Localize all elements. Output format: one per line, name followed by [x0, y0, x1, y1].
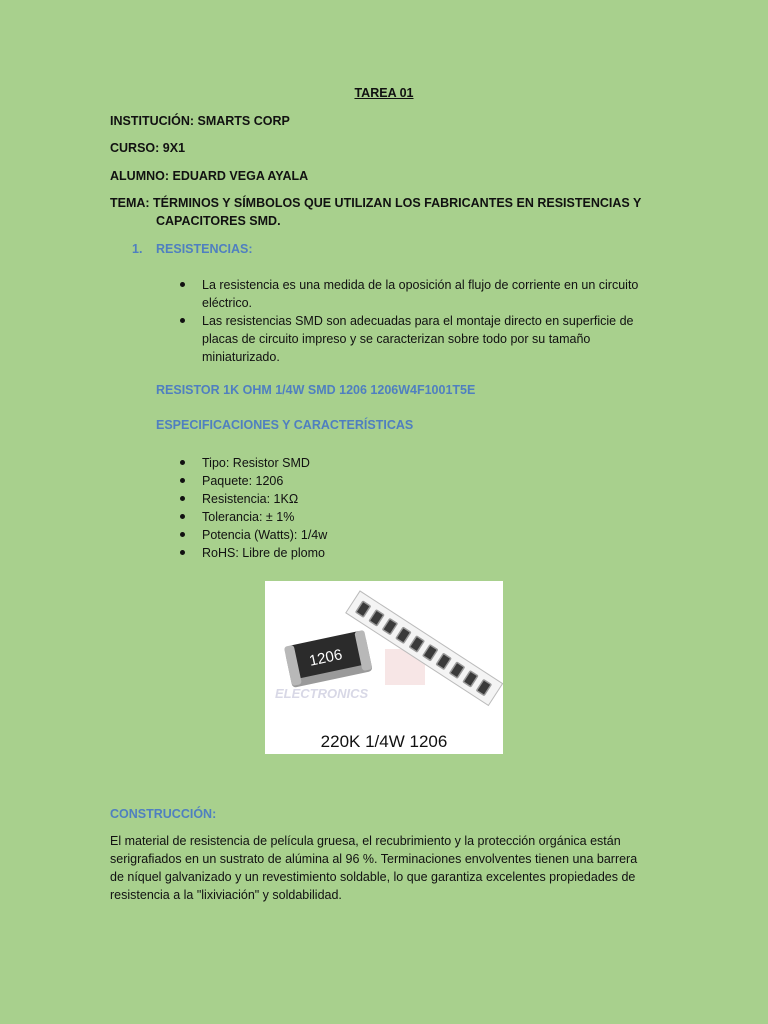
construction-paragraph: El material de resistencia de película gruesa, el recubrimiento y la protección orgánica están serigrafiados en un sustrato de alúmina al 96 %. Terminaciones envolventes tienen una barrera de níquel galvanizado y un revestimiento soldable, lo que garantiza excelentes propiedades de resistencia a la "lixiviación" y soldabilidad.: [110, 834, 638, 902]
watermark-text: ELECTRONICS: [275, 686, 369, 701]
resistance-bullet-list: [178, 276, 658, 366]
list-item: RoHS: Libre de plomo: [178, 544, 658, 562]
list-item: Tipo: Resistor SMD: [178, 454, 658, 472]
section-heading-resistencias: [132, 242, 253, 256]
list-item: Resistencia: 1KΩ: [178, 490, 658, 508]
resistor-chip-icon: [284, 630, 373, 688]
section-number: 1.: [132, 242, 143, 256]
list-item: La resistencia es una medida de la oposición al flujo de corriente en un circuito eléctrico.: [178, 276, 658, 312]
smd-resistor-photo: [265, 581, 503, 754]
resistor-tape-strip: [346, 591, 503, 705]
figure-caption: 220K 1/4W 1206: [320, 732, 448, 751]
list-item: Tolerancia: ± 1%: [178, 508, 658, 526]
topic-line-continued: CAPACITORES SMD.: [156, 214, 281, 228]
specs-bullet-list: [178, 454, 658, 562]
chip-label: 1206: [307, 646, 344, 670]
topic-line: TEMA: TÉRMINOS Y SÍMBOLOS QUE UTILIZAN LOS FABRICANTES EN RESISTENCIAS Y: [110, 196, 642, 210]
student-line: ALUMNO: EDUARD VEGA AYALA: [110, 169, 309, 183]
section-heading-label: RESISTENCIAS:: [156, 242, 253, 256]
course-line: CURSO: 9X1: [110, 141, 186, 155]
list-item: Las resistencias SMD son adecuadas para el montaje directo en superficie de placas de circuito impreso y se caracterizan sobre todo por su tamaño miniaturizado.: [178, 312, 658, 366]
product-title: RESISTOR 1K OHM 1/4W SMD 1206 1206W4F1001T5E: [156, 383, 476, 397]
list-item: Potencia (Watts): 1/4w: [178, 526, 658, 544]
construction-heading: CONSTRUCCIÓN:: [110, 807, 217, 821]
institution-line: INSTITUCIÓN: SMARTS CORP: [110, 114, 290, 128]
specs-heading: ESPECIFICACIONES Y CARACTERÍSTICAS: [156, 418, 414, 432]
list-item: Paquete: 1206: [178, 472, 658, 490]
document-title: TAREA 01: [354, 86, 414, 100]
